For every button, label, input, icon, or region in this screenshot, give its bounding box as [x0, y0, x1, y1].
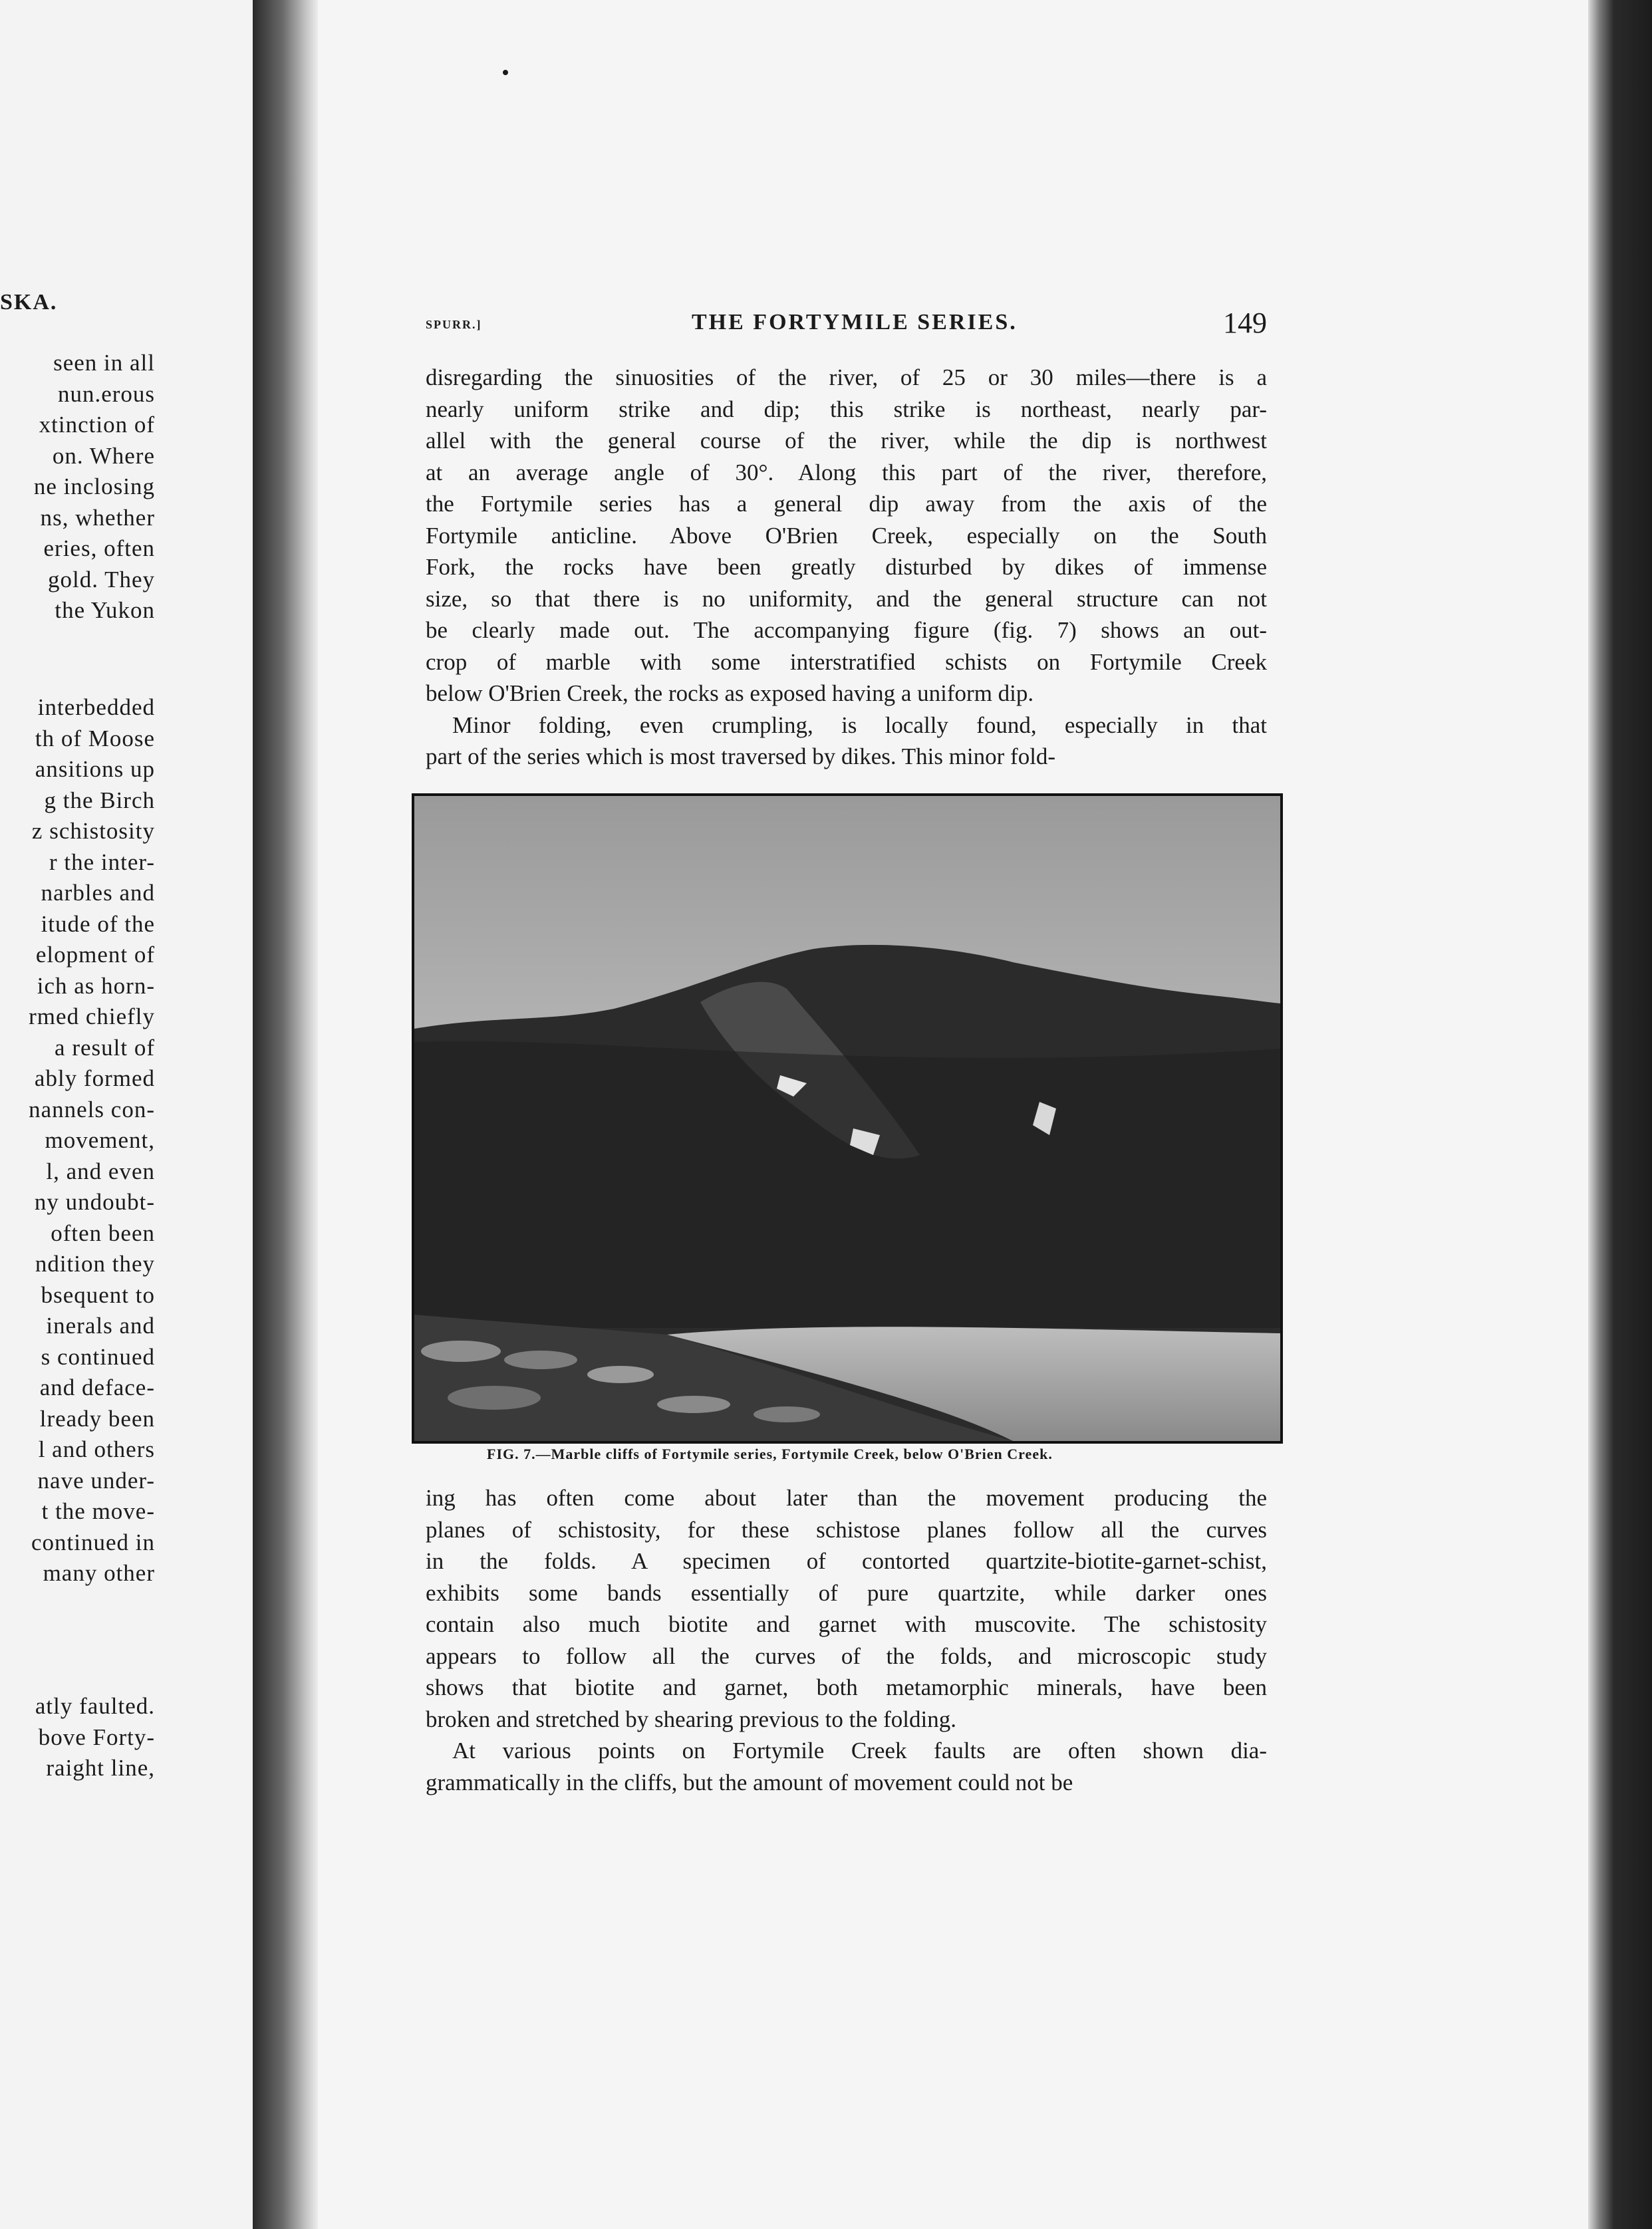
text-line: Minor folding, even crumpling, is locally found, especially in that: [452, 712, 1267, 738]
facing-text-line: movement,: [45, 1127, 155, 1153]
facing-text-line: rmed chiefly: [29, 1003, 155, 1029]
text-line: nearly uniform strike and dip; this strike is northeast, nearly par-: [426, 396, 1267, 422]
facing-text-line: z schistosity: [31, 818, 155, 844]
facing-text-line: ich as horn-: [37, 972, 155, 999]
book-gutter: [253, 0, 319, 2229]
running-head-title: THE FORTYMILE SERIES.: [692, 310, 1018, 334]
text-line: part of the series which is most traversed by dikes. This minor fold-: [426, 743, 1056, 769]
facing-page-header: SKA.: [0, 290, 58, 315]
facing-text-line: ansitions up: [35, 756, 155, 782]
forest-shadow: [414, 1041, 1280, 1328]
facing-text-line: th of Moose: [35, 725, 155, 751]
text-line: in the folds. A specimen of contorted quartzite-biotite-garnet-schist,: [426, 1548, 1267, 1574]
text-line: disregarding the sinuosities of the river, of 25 or 30 miles—there is a: [426, 364, 1267, 390]
facing-text-line: often been: [51, 1220, 155, 1246]
facing-text-line: ably formed: [34, 1065, 155, 1091]
text-line: below O'Brien Creek, the rocks as exposed having a uniform dip.: [426, 680, 1034, 706]
shore-boulder: [448, 1386, 541, 1410]
facing-text-line: continued in: [31, 1529, 155, 1555]
running-head-author: SPURR.]: [426, 318, 482, 331]
facing-text-line: lready been: [39, 1405, 155, 1432]
page-number: 149: [1223, 307, 1267, 339]
shore-boulder: [657, 1396, 730, 1413]
facing-text-line: on. Where: [52, 442, 155, 469]
facing-text-line: and deface-: [39, 1375, 155, 1400]
shore-boulder: [587, 1366, 654, 1383]
facing-text-line: gold. They: [47, 566, 155, 592]
facing-text-line: l and others: [38, 1436, 155, 1462]
text-line: broken and stretched by shearing previous to the folding.: [426, 1706, 956, 1732]
text-line: size, so that there is no uniformity, and the general structure can not: [426, 585, 1267, 612]
text-line: crop of marble with some interstratified schists on Fortymile Creek: [426, 648, 1267, 675]
text-line: ing has often come about later than the movement producing the: [426, 1485, 1267, 1511]
text-line: Fortymile anticline. Above O'Brien Creek, especially on the South: [426, 522, 1267, 549]
shore-boulder: [754, 1406, 820, 1422]
facing-text-line: narbles and: [41, 880, 155, 906]
print-speck: [503, 70, 508, 75]
text-line: Fork, the rocks have been greatly disturbed by dikes of immense: [426, 554, 1267, 580]
facing-text-line: ns, whether: [40, 504, 155, 531]
facing-text-line: raight line,: [46, 1755, 155, 1781]
text-line: shows that biotite and garnet, both metamorphic minerals, have been: [426, 1674, 1267, 1700]
text-line: planes of schistosity, for these schistose planes follow all the curves: [426, 1516, 1267, 1543]
facing-text-line: r the inter-: [49, 849, 155, 875]
facing-text-line: a result of: [55, 1034, 155, 1061]
facing-text-line: nave under-: [37, 1467, 155, 1494]
facing-text-line: elopment of: [35, 942, 155, 968]
facing-text-line: ne inclosing: [33, 473, 155, 499]
facing-text-line: interbedded: [37, 694, 155, 720]
facing-text-line: l, and even: [46, 1158, 155, 1184]
facing-page: [0, 0, 256, 2229]
facing-text-line: nannels con-: [29, 1096, 155, 1122]
facing-text-line: eries, often: [43, 535, 155, 561]
facing-text-line: xtinction of: [39, 412, 155, 438]
facing-text-line: atly faulted.: [35, 1693, 155, 1719]
facing-text-line: t the move-: [41, 1498, 155, 1524]
facing-text-line: seen in all: [53, 350, 155, 376]
facing-text-line: the Yukon: [55, 597, 155, 623]
text-line: at an average angle of 30°. Along this part of the river, therefore,: [426, 459, 1267, 485]
facing-text-line: g the Birch: [44, 787, 155, 813]
text-line: be clearly made out. The accompanying figure (fig. 7) shows an out-: [426, 617, 1267, 643]
text-line: exhibits some bands essentially of pure quartzite, while darker ones: [426, 1579, 1267, 1606]
book-edge: [1588, 0, 1652, 2229]
text-line: At various points on Fortymile Creek faults are often shown dia-: [452, 1738, 1267, 1764]
marble-cliffs-photo: [414, 796, 1280, 1441]
facing-text-line: bsequent to: [41, 1281, 155, 1308]
text-line: contain also much biotite and garnet with muscovite. The schistosity: [426, 1611, 1267, 1637]
shore-boulder: [504, 1351, 577, 1369]
figure-caption: FIG. 7.—Marble cliffs of Fortymile series, Fortymile Creek, below O'Brien Creek.: [487, 1446, 1053, 1462]
facing-text-line: inerals and: [46, 1313, 155, 1339]
facing-text-line: many other: [43, 1560, 155, 1586]
running-head: [426, 307, 1267, 343]
facing-text-line: ny undoubt-: [34, 1189, 155, 1215]
text-line: allel with the general course of the river, while the dip is northwest: [426, 428, 1267, 454]
shore-boulder: [421, 1341, 501, 1362]
facing-text-line: s continued: [41, 1343, 155, 1370]
text-line: appears to follow all the curves of the folds, and microscopic study: [426, 1642, 1267, 1669]
facing-text-line: itude of the: [41, 910, 155, 937]
facing-text-line: ndition they: [35, 1251, 155, 1277]
figure-photo: [412, 793, 1283, 1444]
text-line: the Fortymile series has a general dip away from the axis of the: [426, 491, 1267, 517]
facing-text-line: nun.erous: [57, 380, 155, 407]
text-line: grammatically in the cliffs, but the amount of movement could not be: [426, 1769, 1073, 1795]
facing-text-line: bove Forty-: [38, 1724, 155, 1750]
